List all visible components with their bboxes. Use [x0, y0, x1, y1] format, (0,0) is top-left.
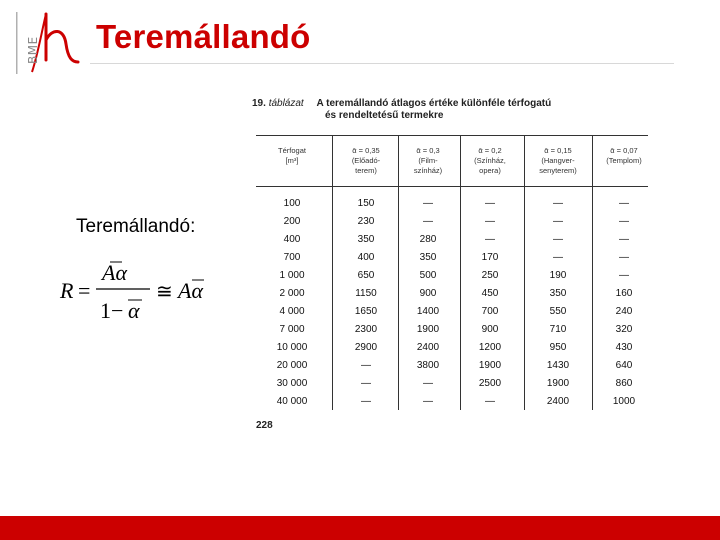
header-line: (Film- — [418, 156, 438, 165]
svg-text:α: α — [128, 298, 140, 323]
header-line: ᾱ = 0,3 — [416, 146, 440, 155]
table-cell: 900 — [419, 288, 437, 299]
table-cell: 1900 — [546, 378, 570, 389]
header-line: opera) — [479, 166, 501, 175]
table-cell: 170 — [481, 252, 499, 263]
logo-text: BME — [26, 36, 40, 64]
header-line: ᾱ = 0,07 — [610, 146, 638, 155]
table-cell: 710 — [549, 324, 567, 335]
table-cell: — — [553, 234, 563, 245]
page-title: Teremállandó — [96, 18, 311, 55]
header-line: (Hangver- — [541, 156, 575, 165]
table-cell: 280 — [419, 234, 437, 245]
svg-text:Aα: Aα — [178, 278, 203, 303]
table-cell: 950 — [549, 342, 567, 353]
header-line: [m³] — [285, 156, 299, 165]
table-cell: — — [619, 216, 629, 227]
header-line: (Színház, — [474, 156, 506, 165]
table-label: táblázat — [268, 98, 304, 109]
table-cell: 240 — [615, 306, 633, 317]
table-cell: 2400 — [546, 396, 570, 407]
table-cell: — — [423, 396, 433, 407]
table-cell: 1400 — [416, 306, 440, 317]
table-cell: 860 — [615, 378, 633, 389]
table-cell: 430 — [615, 342, 633, 353]
table-cell: — — [619, 234, 629, 245]
table-cell: 700 — [283, 252, 301, 263]
table-cell: 4 000 — [279, 306, 305, 317]
table-cell: 100 — [283, 198, 301, 209]
table-cell: 1200 — [478, 342, 502, 353]
table-cell: 1900 — [416, 324, 440, 335]
table-cell: — — [619, 252, 629, 263]
subtitle: Teremállandó: — [76, 216, 196, 237]
svg-text:=: = — [78, 278, 91, 303]
header-line: Térfogat — [278, 146, 306, 155]
table-col-rule — [460, 136, 461, 410]
table-cell: 640 — [615, 360, 633, 371]
header-line: terem) — [355, 166, 377, 175]
header-line: ᾱ = 0,15 — [544, 146, 572, 155]
header-line: ᾱ = 0,35 — [352, 146, 380, 155]
table-cell: 400 — [283, 234, 301, 245]
table-cell: 1 000 — [279, 270, 305, 281]
table-cell: 20 000 — [276, 360, 308, 371]
table-col-rule — [332, 136, 333, 410]
table-cell: 250 — [481, 270, 499, 281]
table-cell: 900 — [481, 324, 499, 335]
table-cell: 160 — [615, 288, 633, 299]
table-cell: 230 — [357, 216, 375, 227]
svg-text:1−: 1− — [100, 298, 124, 323]
table-cell: — — [619, 198, 629, 209]
table-col-rule — [592, 136, 593, 410]
table-cell: — — [361, 360, 371, 371]
table-header-cell — [462, 146, 518, 176]
table-cell: 7 000 — [279, 324, 305, 335]
formula — [56, 256, 226, 336]
table-cell: — — [485, 216, 495, 227]
table-cell: — — [423, 216, 433, 227]
header-line: senyterem) — [539, 166, 577, 175]
table-cell: 1000 — [612, 396, 636, 407]
table-cell: — — [361, 396, 371, 407]
table-cell: 350 — [419, 252, 437, 263]
header-line: (Előadó- — [351, 156, 381, 165]
table-col-rule — [398, 136, 399, 410]
bme-logo — [12, 10, 82, 76]
table-header-cell — [526, 146, 590, 176]
svg-text:Aα: Aα — [102, 260, 127, 285]
table-cell: — — [423, 198, 433, 209]
table-cell: 320 — [615, 324, 633, 335]
table-cell: 450 — [481, 288, 499, 299]
table-col-rule — [524, 136, 525, 410]
table-cell: 10 000 — [276, 342, 308, 353]
table-cell: — — [553, 216, 563, 227]
table-header-cell — [400, 146, 456, 176]
header-line: (Templom) — [606, 156, 642, 165]
table-cell: 2500 — [478, 378, 502, 389]
table-header-cell — [338, 146, 394, 176]
table-cell: 1650 — [354, 306, 378, 317]
table-header-cell — [252, 146, 332, 166]
table-cell: 350 — [549, 288, 567, 299]
header-line: színház) — [413, 166, 443, 175]
svg-text:≅: ≅ — [156, 279, 173, 303]
table-cell: 40 000 — [276, 396, 308, 407]
title-divider — [90, 63, 674, 64]
table-cell: 500 — [419, 270, 437, 281]
table-cell: 1150 — [355, 288, 377, 299]
table-cell: 3800 — [416, 360, 440, 371]
svg-text:R: R — [60, 278, 74, 303]
table-cell: — — [553, 252, 563, 263]
caption-line-1: A teremállandó átlagos értéke különféle térfogatú — [316, 98, 552, 109]
table-cell: — — [485, 198, 495, 209]
volume-table — [252, 98, 652, 438]
caption-line-2: és rendeltetésű termekre — [325, 110, 444, 121]
table-cell: — — [553, 198, 563, 209]
table-rule-top — [256, 135, 648, 136]
table-cell: 190 — [549, 270, 567, 281]
table-cell: 400 — [357, 252, 375, 263]
table-number: 19. — [252, 98, 266, 109]
table-cell: 150 — [357, 198, 375, 209]
table-cell: 2 000 — [279, 288, 305, 299]
table-rule-header — [256, 186, 648, 187]
table-cell: 650 — [357, 270, 375, 281]
table-cell: 1900 — [478, 360, 502, 371]
table-header-cell — [596, 146, 652, 166]
header-line: ᾱ = 0,2 — [478, 146, 502, 155]
bme-logo-mark — [12, 10, 82, 76]
table-cell: — — [619, 270, 629, 281]
table-cell: — — [485, 234, 495, 245]
table-cell: 200 — [283, 216, 301, 227]
table-cell: 1430 — [546, 360, 570, 371]
table-cell: 2400 — [416, 342, 440, 353]
table-cell: 2300 — [354, 324, 378, 335]
table-cell: 700 — [481, 306, 499, 317]
table-cell: — — [485, 396, 495, 407]
bottom-bar — [0, 516, 720, 540]
page-number: 228 — [256, 420, 273, 431]
table-cell: 30 000 — [276, 378, 308, 389]
table-cell: — — [361, 378, 371, 389]
table-cell: — — [423, 378, 433, 389]
table-cell: 350 — [357, 234, 375, 245]
table-cell: 550 — [549, 306, 567, 317]
table-cell: 2900 — [354, 342, 378, 353]
